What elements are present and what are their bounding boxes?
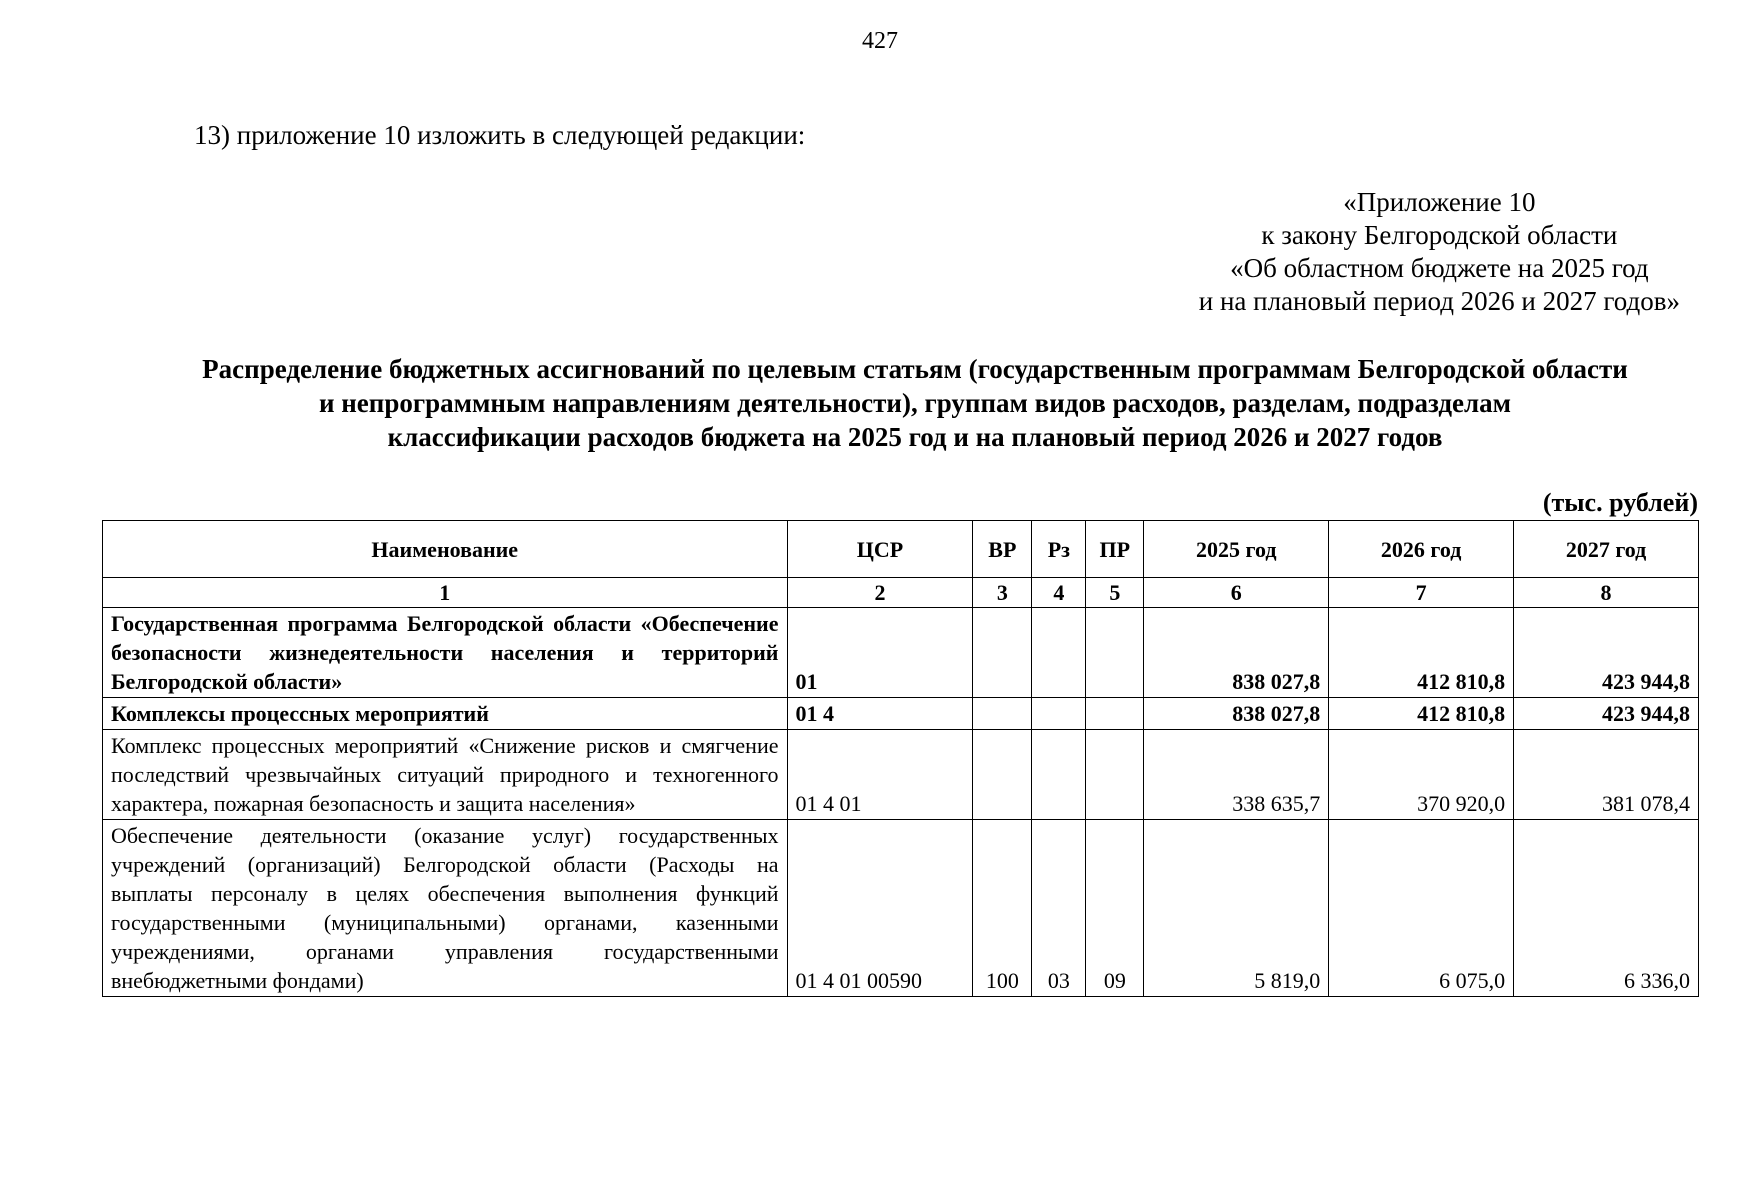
row-pr: 09 xyxy=(1086,820,1144,997)
row-name: Государственная программа Белгородской области «Обеспечение безопасности жизнедеятельности населения и территорий Белгородской области» xyxy=(103,608,788,698)
row-vr xyxy=(973,608,1032,698)
table-row xyxy=(103,730,1699,820)
row-pr xyxy=(1086,698,1144,730)
row-2025: 838 027,8 xyxy=(1144,698,1329,730)
header-rz: Рз xyxy=(1032,521,1086,578)
row-2027: 423 944,8 xyxy=(1514,608,1699,698)
header-pr: ПР xyxy=(1086,521,1144,578)
row-2026: 6 075,0 xyxy=(1329,820,1514,997)
appendix-reference xyxy=(1199,186,1680,318)
row-csr: 01 4 xyxy=(787,698,973,730)
row-rz xyxy=(1032,608,1086,698)
row-vr xyxy=(973,730,1032,820)
column-number: 7 xyxy=(1329,578,1514,608)
row-2026: 370 920,0 xyxy=(1329,730,1514,820)
column-number: 1 xyxy=(103,578,788,608)
column-number: 3 xyxy=(973,578,1032,608)
row-rz xyxy=(1032,698,1086,730)
appendix-ref-line: «Об областном бюджете на 2025 год xyxy=(1230,253,1649,283)
header-csr: ЦСР xyxy=(787,521,973,578)
table-header-row xyxy=(103,521,1699,578)
appendix-ref-line: и на плановый период 2026 и 2027 годов» xyxy=(1198,286,1680,316)
row-2026: 412 810,8 xyxy=(1329,608,1514,698)
column-number: 6 xyxy=(1144,578,1329,608)
row-name: Обеспечение деятельности (оказание услуг) государственных учреждений (организаций) Белгородской области (Расходы на выплаты персоналу в целях обеспечения выполнения функций государственными (муниципальными) органами, казенными учреждениями, органами управления государственными внебюджетными фондами) xyxy=(103,820,788,997)
table-row xyxy=(103,608,1699,698)
row-rz: 03 xyxy=(1032,820,1086,997)
row-csr: 01 4 01 00590 xyxy=(787,820,973,997)
row-2027: 6 336,0 xyxy=(1514,820,1699,997)
column-number: 4 xyxy=(1032,578,1086,608)
units-label: (тыс. рублей) xyxy=(1542,488,1698,517)
row-vr: 100 xyxy=(973,820,1032,997)
row-2027: 381 078,4 xyxy=(1514,730,1699,820)
table-row xyxy=(103,698,1699,730)
column-number: 5 xyxy=(1086,578,1144,608)
column-number-row xyxy=(103,578,1699,608)
row-2027: 423 944,8 xyxy=(1514,698,1699,730)
row-2025: 838 027,8 xyxy=(1144,608,1329,698)
appendix-ref-line: «Приложение 10 xyxy=(1343,187,1536,217)
title-line: и непрограммным направлениям деятельности), группам видов расходов, разделам, подразделам xyxy=(318,388,1512,418)
row-csr: 01 xyxy=(787,608,973,698)
row-name: Комплексы процессных мероприятий xyxy=(103,698,788,730)
column-number: 2 xyxy=(787,578,973,608)
row-2026: 412 810,8 xyxy=(1329,698,1514,730)
title-line: Распределение бюджетных ассигнований по целевым статьям (государственным программам Белгородской области xyxy=(202,354,1628,384)
appendix-ref-line: к закону Белгородской области xyxy=(1261,220,1618,250)
row-name: Комплекс процессных мероприятий «Снижение рисков и смягчение последствий чрезвычайных ситуаций природного и техногенного характера, пожарная безопасность и защита населения» xyxy=(103,730,788,820)
row-rz xyxy=(1032,730,1086,820)
row-pr xyxy=(1086,730,1144,820)
row-vr xyxy=(973,698,1032,730)
table-row xyxy=(103,820,1699,997)
row-pr xyxy=(1086,608,1144,698)
header-name: Наименование xyxy=(103,521,788,578)
intro-text: 13) приложение 10 изложить в следующей редакции: xyxy=(194,120,806,150)
header-2027: 2027 год xyxy=(1514,521,1699,578)
header-2025: 2025 год xyxy=(1144,521,1329,578)
title-line: классификации расходов бюджета на 2025 год и на плановый период 2026 и 2027 годов xyxy=(387,422,1443,452)
row-2025: 338 635,7 xyxy=(1144,730,1329,820)
column-number: 8 xyxy=(1514,578,1699,608)
page-number: 427 xyxy=(862,28,898,54)
row-2025: 5 819,0 xyxy=(1144,820,1329,997)
header-vr: ВР xyxy=(973,521,1032,578)
budget-table xyxy=(102,520,1699,997)
document-title xyxy=(120,352,1710,454)
header-2026: 2026 год xyxy=(1329,521,1514,578)
row-csr: 01 4 01 xyxy=(787,730,973,820)
